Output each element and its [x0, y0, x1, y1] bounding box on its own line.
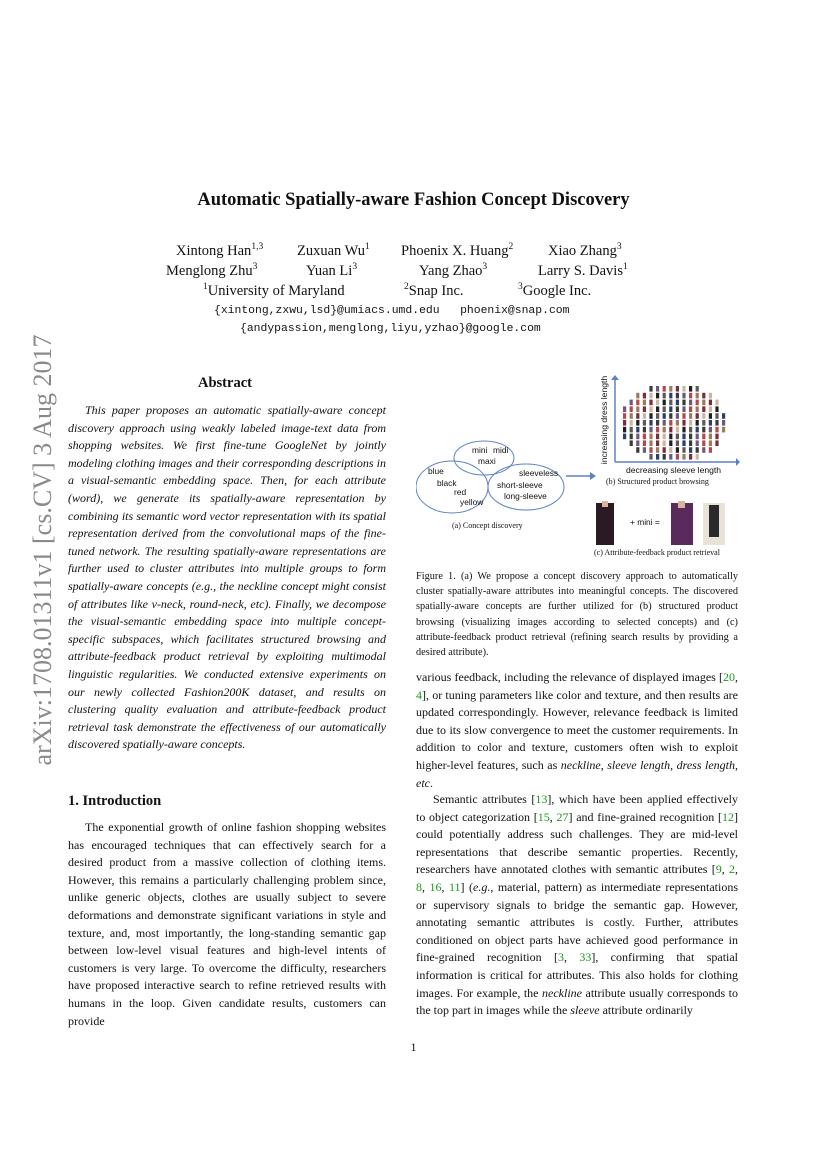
product-thumbnail: [682, 427, 685, 433]
product-thumbnail: [663, 400, 666, 406]
product-thumbnail: [709, 447, 712, 453]
text-run: ,: [441, 879, 449, 894]
product-thumbnail: [663, 406, 666, 412]
product-thumbnail: [656, 393, 659, 399]
cluster-word: blue: [428, 466, 444, 476]
citation-link[interactable]: 20: [723, 670, 735, 684]
arxiv-stamp: [23, 310, 63, 790]
product-thumbnail: [696, 406, 699, 412]
product-thumbnail: [656, 400, 659, 406]
citation-link[interactable]: 33: [579, 950, 592, 965]
author-name: Menglong Zhu: [166, 262, 253, 279]
product-thumbnail: [702, 427, 705, 433]
product-thumbnail: [663, 386, 666, 392]
product-thumbnail: [702, 420, 705, 426]
text-run: , material, pattern) as intermediate representations or supervisory signals to bridge the semantic gap. However, annotating semantic attributes is costly. Further, attributes conditioned on object parts have achieved good performance in fine-grained recognition [: [416, 879, 738, 965]
product-thumbnail: [630, 427, 633, 433]
product-thumbnail: [669, 447, 672, 453]
product-thumbnail: [696, 447, 699, 453]
product-thumbnail: [630, 413, 633, 419]
figure-sublabel-b: (b) Structured product browsing: [606, 477, 709, 486]
cluster-word: black: [437, 478, 457, 488]
author-sup: 1: [365, 242, 370, 252]
product-thumbnail: [709, 427, 712, 433]
product-thumbnail: [696, 400, 699, 406]
product-thumbnail: [702, 413, 705, 419]
product-thumbnail: [656, 440, 659, 446]
affiliation-name: Google Inc.: [522, 282, 592, 299]
product-thumbnail: [696, 427, 699, 433]
product-thumbnail: [715, 400, 718, 406]
author: [401, 242, 513, 260]
product-thumbnail: [656, 386, 659, 392]
citation-link[interactable]: 13: [535, 792, 548, 806]
author-name: Yang Zhao: [419, 262, 483, 279]
product-thumbnail: [689, 386, 692, 392]
text-run: various feedback, including the relevance of displayed images [: [416, 670, 723, 684]
text-run: .: [430, 775, 433, 790]
product-thumbnail: [656, 413, 659, 419]
product-thumbnail: [649, 454, 652, 460]
email-line: {xintong,zxwu,lsd}@umiacs.umd.edu phoenix@snap.com: [214, 305, 570, 317]
text-run: attribute ordinarily: [599, 1003, 693, 1018]
cluster-word: long-sleeve: [504, 491, 547, 501]
figure-sublabel-a: (a) Concept discovery: [452, 521, 523, 530]
product-thumbnail: [676, 440, 679, 446]
author: [306, 262, 357, 280]
product-thumbnail: [649, 386, 652, 392]
product-thumbnail: [656, 454, 659, 460]
text-run: ,: [422, 879, 430, 894]
product-thumbnail: [682, 406, 685, 412]
product-thumbnail: [689, 427, 692, 433]
product-thumbnail: [636, 434, 639, 440]
citation-link[interactable]: 12: [722, 809, 735, 824]
product-thumbnail: [636, 420, 639, 426]
citation-link[interactable]: 3: [557, 950, 564, 965]
cluster-word: red: [454, 487, 467, 497]
product-thumbnail: [656, 420, 659, 426]
product-thumbnail: [702, 406, 705, 412]
product-thumbnail: [630, 406, 633, 412]
text-run: ] (: [460, 879, 474, 894]
result-dress-body: [709, 505, 719, 537]
product-thumbnail: [682, 440, 685, 446]
product-thumbnail: [682, 393, 685, 399]
affiliation: [518, 282, 591, 300]
product-thumbnail: [722, 420, 725, 426]
product-thumbnail: [676, 400, 679, 406]
text-run: ] and fine-grained recognition [: [568, 809, 723, 824]
product-thumbnail: [709, 434, 712, 440]
product-thumbnail: [682, 434, 685, 440]
product-thumbnail: [669, 434, 672, 440]
affiliation: [404, 282, 464, 300]
right-column-paragraph-2: [416, 791, 738, 1020]
product-thumbnail: [656, 447, 659, 453]
italic-text: e.g.: [473, 879, 491, 894]
product-thumbnail: [676, 434, 679, 440]
right-column-paragraph-1: [416, 669, 738, 792]
product-thumbnail: [696, 393, 699, 399]
product-thumbnail: [643, 420, 646, 426]
product-thumbnail: [663, 434, 666, 440]
product-thumbnail: [669, 420, 672, 426]
product-thumbnail: [649, 393, 652, 399]
product-thumbnail: [676, 406, 679, 412]
product-thumbnail: [709, 420, 712, 426]
product-thumbnail: [676, 427, 679, 433]
abstract-text: This paper proposes an automatic spatially-aware concept discovery approach using weakly labeled image-text data from shopping websites. We first fine-tune GoogleNet by jointly modeling clothing images and their corresponding descriptions in a visual-semantic embedding space. Then, for each attribute (word), we generate its spatially-aware representation by combining its semantic word vector representation with its spatial representation derived from the convolutional maps of the fine-tuned network. The resulting spatially-aware representations are further used to cluster attributes into multiple groups to form spatially-aware concepts (e.g., the neckline concept might consist of attributes like v-neck, round-neck, etc). Finally, we decompose the visual-semantic embedding space into multiple concept-specific subspaces, which facilitates structured browsing and attribute-feedback product retrieval by exploiting multimodal linguistic regularities. We conducted extensive experiments on our newly collected Fashion200K dataset, and results on clustering quality evaluation and attribute-feedback product retrieval task demonstrate the effectiveness of our automatically discovered spatially-aware concepts.: [68, 403, 386, 752]
intro-text: The exponential growth of online fashion shopping websites has encouraged techniques that can effectively search for a desired product from a massive collection of clothing items. However, this remains a particularly challenging problem since, unlike generic objects, clothes are usually subject to severe deformations and demonstrate significant variations in style and texture, and, most importantly, the long-standing semantic gap between low-level visual features and high-level intents of customers is very large. To overcome the difficulty, researchers have proposed interactive search to refine retrieved results with humans in the loop. Given candidate results, customers can provide: [68, 820, 386, 1028]
figure-1: [416, 372, 740, 564]
product-thumbnail: [663, 420, 666, 426]
product-thumbnail: [722, 427, 725, 433]
product-thumbnail: [669, 393, 672, 399]
arxiv-stamp-text: arXiv:1708.01311v1 [cs.CV] 3 Aug 2017: [28, 334, 57, 766]
product-thumbnail: [715, 420, 718, 426]
product-thumbnail: [682, 420, 685, 426]
text-run: ], confirming that spatial information is critical for attributes. This also holds for clothing images. For example, the: [416, 950, 739, 1000]
product-thumbnail: [663, 427, 666, 433]
product-thumbnail: [663, 454, 666, 460]
author-name: Phoenix X. Huang: [401, 242, 509, 259]
product-thumbnail: [623, 406, 626, 412]
author-sup: 3: [252, 262, 258, 272]
result-dress-image: [671, 503, 693, 545]
figure-sublabel-c: (c) Attribute-feedback product retrieval: [594, 548, 720, 557]
affiliation-sup: 1: [203, 282, 208, 292]
query-dress-image: [596, 503, 614, 545]
product-thumbnail: [715, 427, 718, 433]
product-thumbnail: [643, 447, 646, 453]
product-thumbnail: [649, 420, 652, 426]
product-thumbnail: [689, 400, 692, 406]
affiliation-sup: 3: [518, 282, 523, 292]
product-thumbnail: [676, 386, 679, 392]
author-sup: 1: [622, 262, 628, 272]
text-run: ], which have been applied effectively to object categorization [: [416, 792, 739, 824]
product-thumbnail: [676, 393, 679, 399]
product-thumbnail: [623, 413, 626, 419]
product-thumbnail: [715, 406, 718, 412]
author-name: Xintong Han: [176, 242, 252, 259]
product-thumbnail: [643, 400, 646, 406]
product-thumbnail: [636, 406, 639, 412]
product-thumbnail: [689, 406, 692, 412]
author-name: Yuan Li: [306, 262, 353, 279]
text-run: ,: [563, 950, 580, 965]
product-thumbnail: [649, 447, 652, 453]
text-run: ,: [721, 862, 729, 877]
product-thumbnail: [696, 434, 699, 440]
product-thumbnail: [696, 454, 699, 460]
cluster-word: short-sleeve: [497, 480, 543, 490]
product-thumbnail: [630, 434, 633, 440]
flow-arrowhead: [590, 472, 596, 480]
text-run: ] could potentially address such challenges. They are mid-level representations that describe semantic properties. Recently, researchers have annotated clothes with semantic attributes [: [416, 809, 739, 877]
product-thumbnail: [715, 413, 718, 419]
paper-title: Automatic Spatially-aware Fashion Concept Discovery: [197, 190, 630, 210]
product-thumbnail: [649, 440, 652, 446]
product-thumbnail: [663, 393, 666, 399]
product-thumbnail: [669, 386, 672, 392]
author-name: Larry S. Davis: [538, 262, 623, 279]
product-thumbnail: [709, 440, 712, 446]
product-thumbnail: [689, 393, 692, 399]
product-thumbnail: [669, 413, 672, 419]
citation-link[interactable]: 2: [729, 862, 735, 877]
italic-text: neckline: [542, 985, 582, 1000]
citation-link[interactable]: 16: [429, 879, 442, 894]
product-thumbnail: [636, 447, 639, 453]
author-sup: 2: [508, 242, 514, 252]
author: [176, 242, 263, 260]
product-thumbnail: [696, 440, 699, 446]
italic-text: sleeve length: [607, 757, 671, 772]
author-name: Xiao Zhang: [548, 242, 617, 259]
product-thumbnail: [669, 406, 672, 412]
product-thumbnail: [696, 420, 699, 426]
product-thumbnail: [676, 454, 679, 460]
product-thumbnail: [643, 427, 646, 433]
product-thumbnail: [630, 440, 633, 446]
product-thumbnail: [689, 434, 692, 440]
affiliation-sup: 2: [404, 282, 409, 292]
product-thumbnail: [649, 406, 652, 412]
product-thumbnail: [709, 400, 712, 406]
product-thumbnail: [636, 400, 639, 406]
product-thumbnail: [722, 413, 725, 419]
italic-text: dress length: [676, 757, 736, 772]
author: [538, 262, 628, 280]
product-thumbnail: [682, 454, 685, 460]
italic-text: sleeve: [570, 1003, 600, 1018]
product-thumbnail: [636, 393, 639, 399]
product-thumbnail: [636, 427, 639, 433]
abstract-heading: Abstract: [198, 375, 252, 391]
affiliation-name: University of Maryland: [207, 282, 345, 299]
product-thumbnail: [682, 447, 685, 453]
text-run: ,: [735, 757, 739, 772]
product-thumbnail: [636, 440, 639, 446]
product-thumbnail: [643, 413, 646, 419]
product-thumbnail: [689, 420, 692, 426]
citation-link[interactable]: 8: [416, 879, 422, 894]
cluster-word: midi: [493, 445, 509, 455]
product-thumbnail: [669, 454, 672, 460]
product-thumbnail: [656, 427, 659, 433]
product-thumbnail: [709, 413, 712, 419]
x-axis-arrowhead: [736, 458, 740, 466]
product-thumbnail: [643, 440, 646, 446]
product-thumbnail: [676, 420, 679, 426]
y-axis-label: increasing dress length: [599, 375, 609, 465]
intro-heading: 1. Introduction: [68, 793, 162, 809]
text-run: attribute usually corresponds to the top part in images while the: [416, 985, 739, 1018]
citation-link[interactable]: 4: [416, 687, 422, 702]
affiliation: [203, 282, 345, 300]
product-thumbnail: [630, 400, 633, 406]
product-thumbnail: [643, 393, 646, 399]
product-thumbnail: [682, 400, 685, 406]
text-run: ,: [600, 757, 608, 772]
product-thumbnail: [623, 427, 626, 433]
cluster-word: yellow: [460, 497, 484, 507]
product-thumbnail: [623, 434, 626, 440]
affiliation-name: Snap Inc.: [408, 282, 464, 299]
author: [297, 242, 370, 260]
product-thumbnail: [696, 413, 699, 419]
product-thumbnail: [682, 413, 685, 419]
cluster-word: maxi: [478, 456, 496, 466]
product-thumbnail: [709, 406, 712, 412]
citation-link[interactable]: 9: [715, 862, 722, 877]
product-thumbnail: [689, 413, 692, 419]
text-run: ,: [735, 862, 738, 877]
product-thumbnail: [676, 413, 679, 419]
text-run: ,: [670, 757, 677, 772]
text-run: ,: [549, 809, 557, 824]
product-thumbnail: [702, 434, 705, 440]
product-thumbnail: [702, 400, 705, 406]
cluster-word: sleeveless: [519, 468, 559, 478]
product-thumbnail: [636, 413, 639, 419]
product-thumbnail: [649, 413, 652, 419]
product-thumbnail: [623, 420, 626, 426]
author-sup: 3: [616, 242, 622, 252]
product-thumbnail: [669, 427, 672, 433]
product-thumbnail: [689, 447, 692, 453]
product-thumbnail: [649, 434, 652, 440]
feedback-text: + mini =: [630, 517, 660, 527]
email-line: {andypassion,menglong,liyu,yzhao}@google.com: [240, 323, 541, 335]
author: [548, 242, 622, 260]
product-thumbnail: [643, 434, 646, 440]
product-thumbnail: [656, 406, 659, 412]
author-sup: 1,3: [251, 242, 264, 252]
result-dress-head: [678, 501, 685, 508]
author-sup: 3: [482, 262, 488, 272]
author: [166, 262, 257, 280]
product-thumbnail: [689, 440, 692, 446]
cluster-word: mini: [472, 445, 488, 455]
product-thumbnail: [663, 413, 666, 419]
citation-link[interactable]: 15: [537, 809, 550, 824]
product-thumbnail: [702, 393, 705, 399]
product-thumbnail: [715, 440, 718, 446]
product-thumbnail: [649, 400, 652, 406]
product-thumbnail: [669, 440, 672, 446]
product-thumbnail: [702, 447, 705, 453]
product-thumbnail: [715, 434, 718, 440]
product-thumbnail: [689, 454, 692, 460]
italic-text: etc: [416, 775, 430, 790]
x-axis-label: decreasing sleeve length: [626, 465, 722, 475]
product-thumbnail: [709, 393, 712, 399]
page-number: 1: [410, 1040, 417, 1054]
product-thumbnail: [669, 400, 672, 406]
product-thumbnail: [630, 420, 633, 426]
product-thumbnail: [696, 386, 699, 392]
text-run: ], or tuning parameters like color and texture, and then results are updated correspondingly. However, relevance feedback is limited due to its slow convergence to meet the customer requirements. In addition to color and texture, customers often wish to exploit higher-level features, such as: [416, 687, 738, 772]
citation-link[interactable]: 11: [448, 879, 461, 894]
text-run: ,: [735, 670, 738, 684]
product-thumbnail: [682, 386, 685, 392]
author-sup: 3: [352, 262, 358, 272]
author-name: Zuxuan Wu: [297, 242, 366, 259]
product-thumbnail-cloud: [623, 386, 725, 460]
product-thumbnail: [649, 427, 652, 433]
product-thumbnail: [663, 440, 666, 446]
y-axis-arrowhead: [611, 375, 619, 380]
text-run: Semantic attributes [: [433, 792, 536, 806]
product-thumbnail: [702, 440, 705, 446]
figure-caption: Figure 1. (a) We propose a concept discovery approach to automatically cluster spatially-aware attributes into meaningful concepts. The discovered spatially-aware concepts are further utilized for (b) structured product browsing (visualizing images according to selected concepts) and (c) attribute-feedback product retrieval (refining search results by providing a desired attribute).: [416, 571, 738, 659]
product-thumbnail: [656, 434, 659, 440]
query-dress-head: [602, 501, 608, 507]
product-thumbnail: [676, 447, 679, 453]
citation-link[interactable]: 27: [556, 809, 569, 824]
product-thumbnail: [663, 447, 666, 453]
author: [419, 262, 487, 280]
product-thumbnail: [643, 406, 646, 412]
italic-text: neckline: [560, 757, 601, 772]
